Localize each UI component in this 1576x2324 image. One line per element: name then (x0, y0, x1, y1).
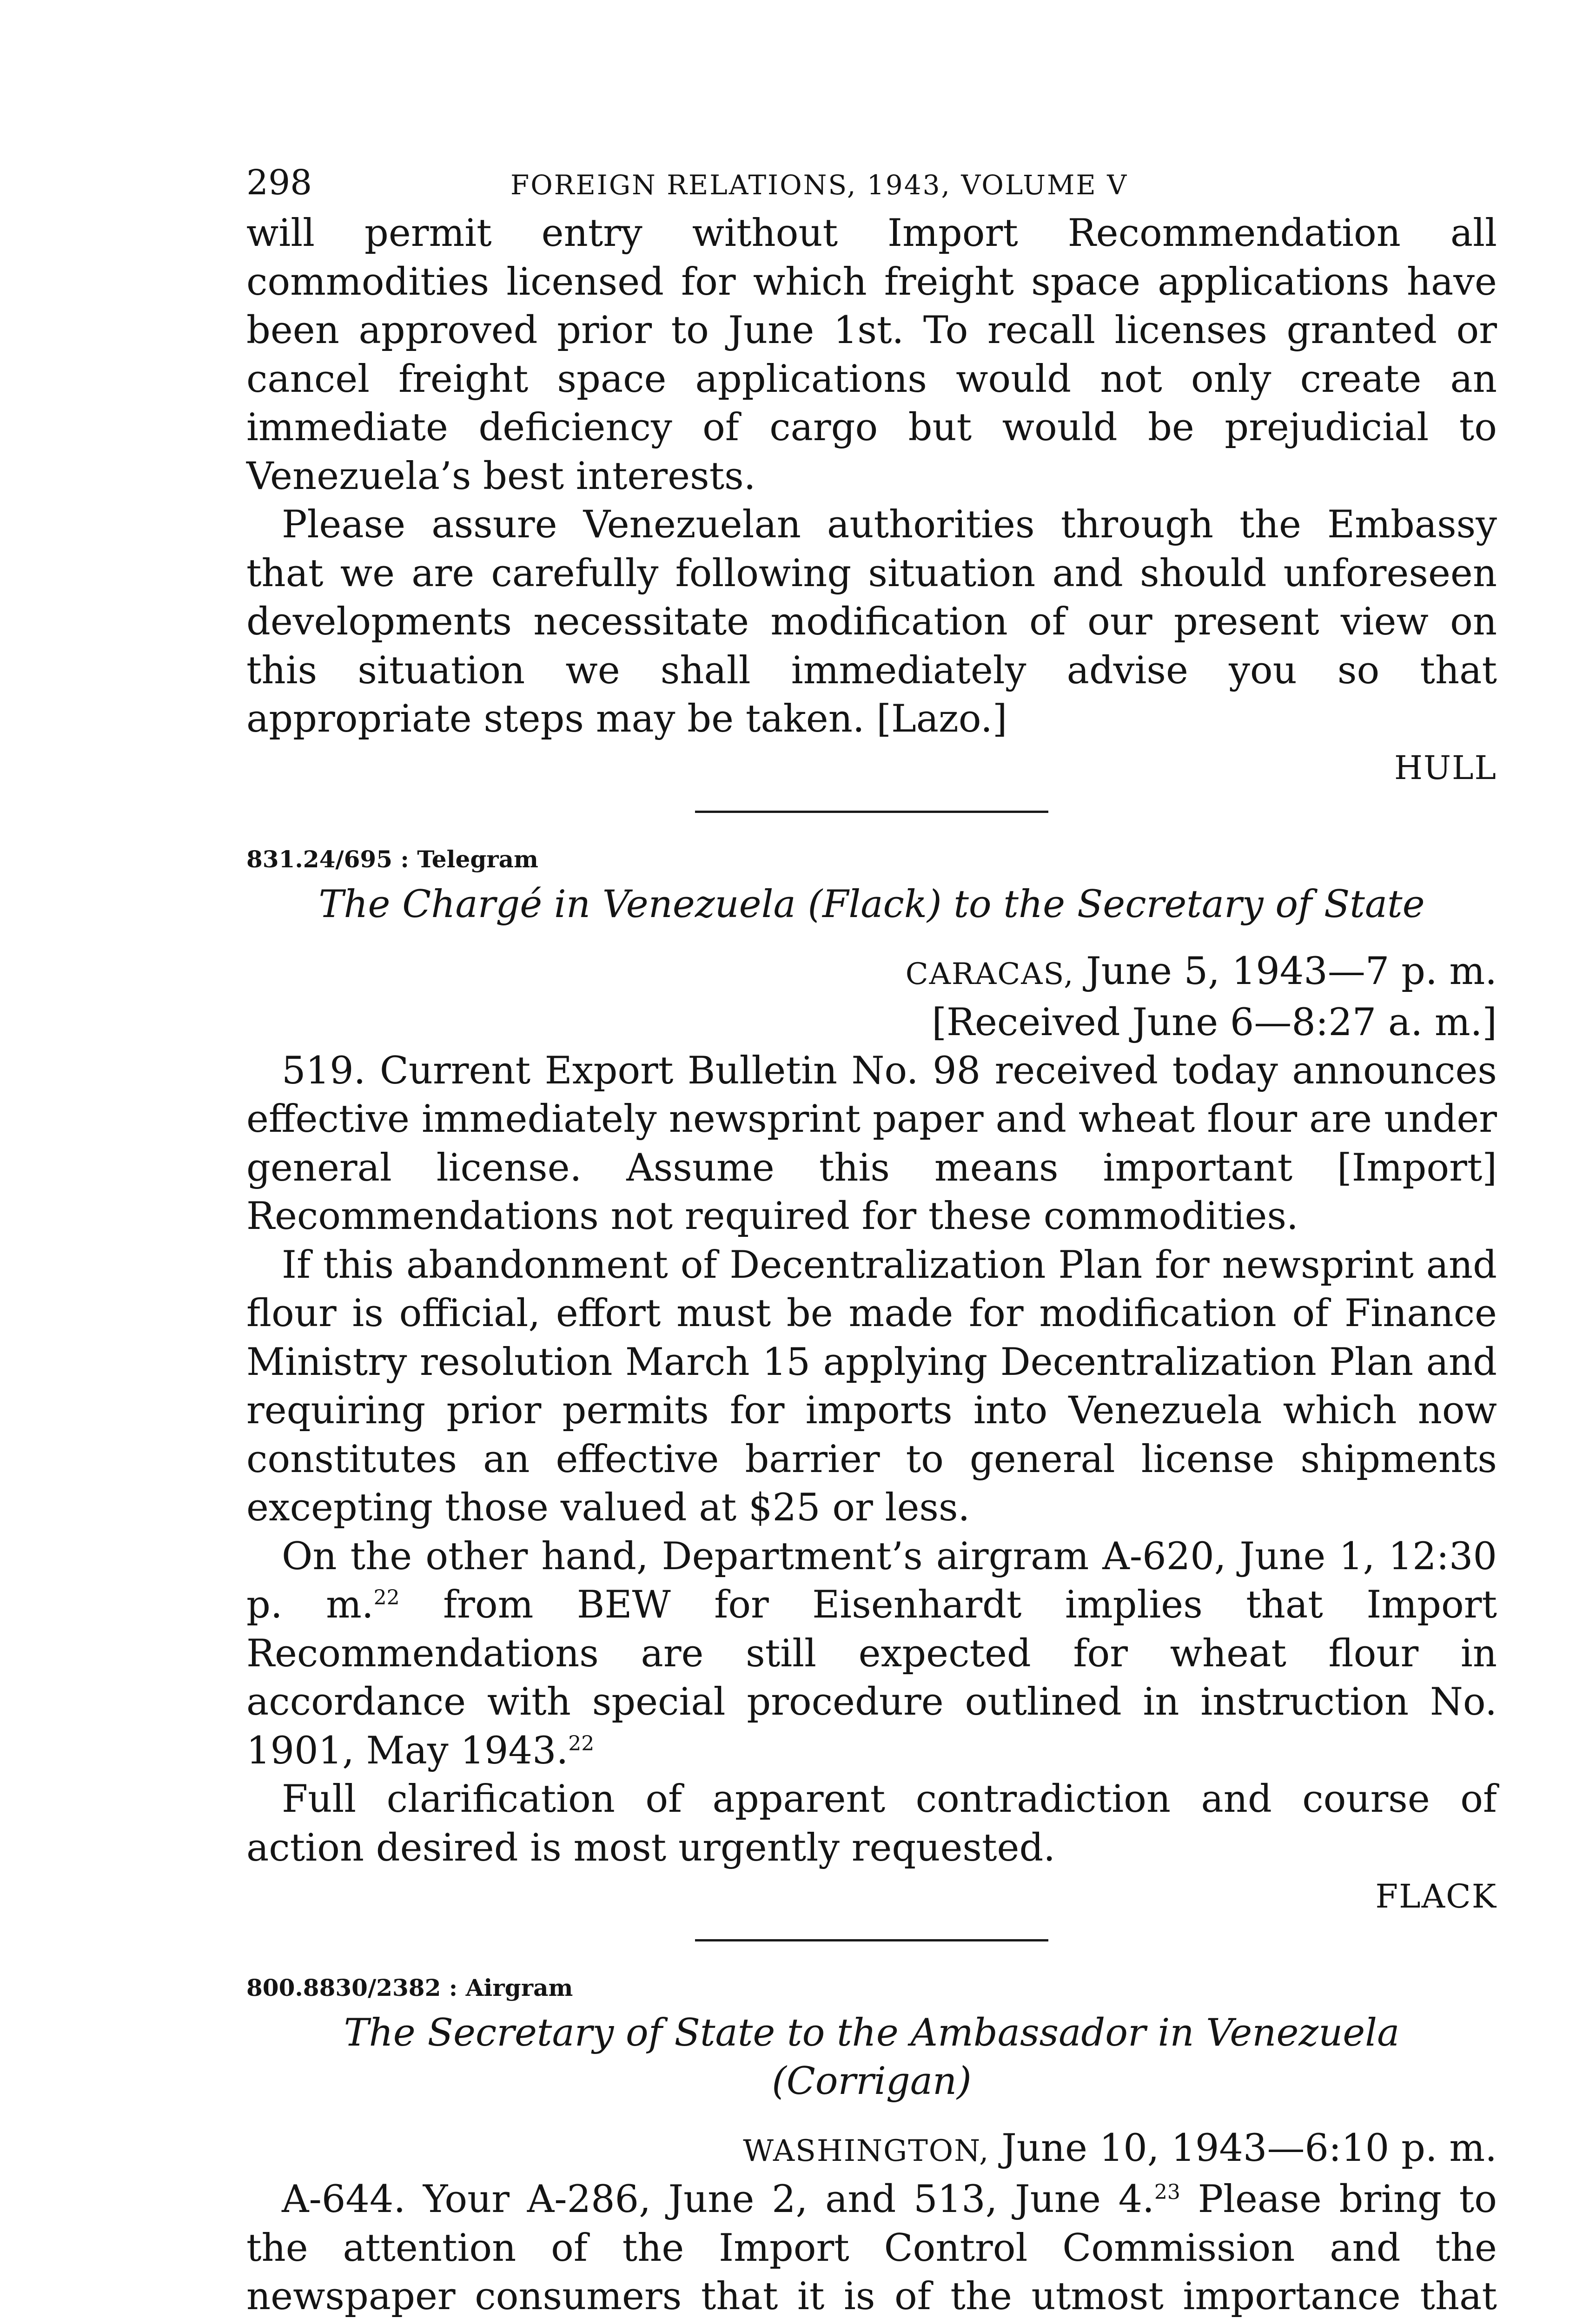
doc2-file-id: 831.24/695 : Telegram (246, 845, 538, 873)
doc2-paragraph-4: Full clarification of apparent contradiction and course of action desired is most urgently requested. (246, 1777, 1497, 1870)
running-head (246, 153, 1497, 209)
doc3-file-id: 800.8830/2382 : Airgram (246, 1974, 573, 2001)
footnote-ref-22b: 22 (568, 1731, 595, 1756)
doc3-title: The Secretary of State to the Ambassador in Venezuela (Corrigan) (344, 2011, 1400, 2103)
footnote-ref-22: 22 (373, 1586, 400, 1610)
doc2-received: [Received June 6—8:27 a. m.] (932, 1000, 1497, 1044)
doc3-paragraph-1-text-a: A-644. Your A-286, June 2, and 513, June 4. (282, 2178, 1154, 2221)
doc2-dateline-date: June 5, 1943—7 p. m. (1086, 949, 1497, 993)
doc2-paragraph-1: 519. Current Export Bulletin No. 98 received today announces effective immediately newsprint paper and wheat flour are under general license. Assume this means important [Import] Recommendations not required for these commodities. (246, 1049, 1497, 1238)
doc3-dateline-place: WASHINGTON, (743, 2134, 990, 2168)
doc1-paragraph-1: will permit entry without Import Recommendation all commodities licensed for which freight space applications have been approved prior to June 1st. To recall licenses granted or cancel freight space applications would not only create an immediate deficiency of cargo but would be prejudicial to Venezuela’s best interests. (246, 211, 1497, 498)
doc2-dateline (246, 947, 1497, 998)
doc2-paragraph-2: If this abandonment of Decentralization Plan for newsprint and flour is official, effort must be made for modification of Finance Ministry resolution March 15 applying Decentralization Plan and requiring prior permits for imports into Venezuela which now constitutes an effective barrier to general license shipments excepting those valued at $25 or less. (246, 1243, 1497, 1530)
doc1-paragraph-2: Please assure Venezuelan authorities through the Embassy that we are carefully following situation and should unforeseen developments necessitate modification of our present view on this situation we shall immediately advise you so that appropriate steps may be taken. [Lazo.] (246, 503, 1497, 741)
doc2-title: The Chargé in Venezuela (Flack) to the Secretary of State (318, 882, 1425, 926)
doc3-paragraph-1 (246, 2175, 1497, 2324)
doc2-paragraph-3-text-b: from BEW for Eisenhardt implies that Import Recommendations are still expected for wheat flour in accordance with special procedure outlined in instruction No. 1901, May 1943. (246, 1583, 1497, 1773)
footnote-ref-23: 23 (1154, 2180, 1180, 2204)
document-page (246, 153, 1497, 2324)
doc2-signature: FLACK (1375, 1877, 1497, 1915)
doc2-dateline-place: CARACAS, (905, 957, 1074, 991)
doc1-signature: HULL (1394, 748, 1497, 787)
doc3-paragraph-1-text-b: Please bring to the attention of the Import Control Commission and the newspaper consumers that it is of the utmost importance that (246, 2178, 1497, 2318)
doc3-dateline-date: June 10, 1943—6:10 p. m. (1001, 2126, 1497, 2170)
doc2-paragraph-3-text-a: On the other hand, Department’s airgram A-620, June 1, 12:30 p. m. (246, 1534, 1497, 1627)
page-number: 298 (246, 163, 312, 203)
doc2-paragraph-3 (246, 1532, 1497, 1776)
running-head-title: FOREIGN RELATIONS, 1943, VOLUME V (510, 169, 1128, 201)
doc3-dateline (246, 2124, 1497, 2175)
